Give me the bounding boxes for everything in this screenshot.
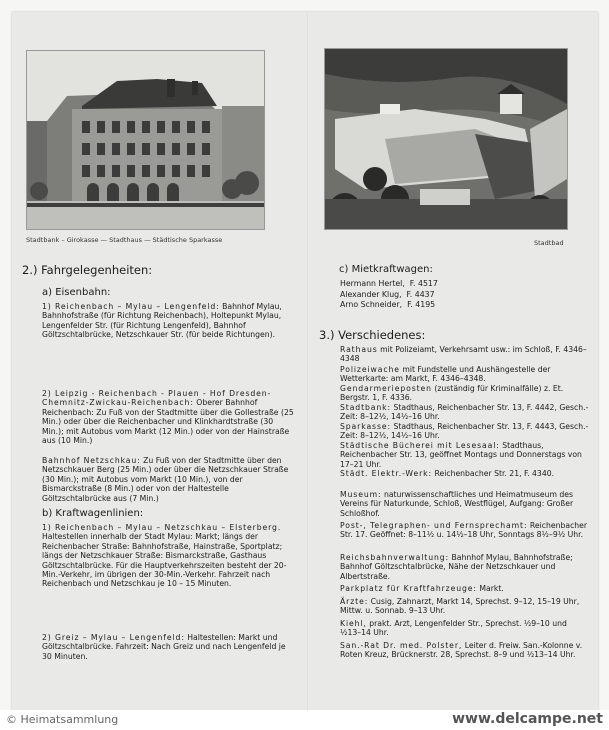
heimatsammlung-watermark: © Heimatsammlung xyxy=(6,713,119,726)
bus-entry-1-body: Haltestellen innerhalb der Stadt Mylau: Markt; längs der Reichenbacher Straße: Bahnhofstraße, Hainstraße, Sportplatz; längs der Netzschkauer Straße: Bismarckstraße, Gasthaus Göltzschtalbrücke. Für die Hauptverkehrszeiten besteht der 20-Min.-Verkehr, im übrigen der 30-Min.-Verkehr. Fahrzeit nach Reichenbach und Netzschkau je 10 – 15 Minuten. xyxy=(42,532,287,589)
railway-entry-1-body: Bahnhof Mylau, Bahnhofstraße (für Richtung Reichenbach), Holtepunkt Mylau, Lengenfelder Str. (für Richtung Lengenfeld), Bahnhof Göltzschtalbrücke, Netzschkauer Str. (für beide Richtungen). xyxy=(42,302,282,340)
misc-section-title: 3.) Verschiedenes: xyxy=(319,328,426,342)
public-bath-caption: Stadtbad xyxy=(534,239,564,247)
misc-entry: San.-Rat Dr. med. Polster, Leiter d. Freiw. San.-Kolonne v. Roten Kreuz, Brücknerstr. 28, Sprechst. 8–9 und ½13–14 Uhr. xyxy=(340,641,583,660)
misc-entry: Städtische Bücherei mit Lesesaal: Stadthaus, Reichenbacher Str. 13, geöffnet Montags und Donnerstags von 17–21 Uhr. xyxy=(340,441,582,469)
railway-entry-2 xyxy=(42,389,294,445)
center-fold xyxy=(307,12,309,710)
town-hall-caption: Stadtbank – Girokasse — Stadthaus — Städtische Sparkasse xyxy=(26,236,223,244)
taxi-list xyxy=(340,279,500,311)
misc-entry: Parkplatz für Kraftfahrzeuge: Markt. xyxy=(340,584,504,593)
town-hall-photo xyxy=(26,50,265,230)
transport-section-title: 2.) Fahrgelegenheiten: xyxy=(22,263,153,277)
railway-entry-3 xyxy=(42,456,294,503)
public-bath-illustration xyxy=(325,49,567,229)
taxi-item: Arno Schneider, F. 4195 xyxy=(340,300,436,310)
bus-entry-2 xyxy=(42,633,294,661)
railway-entry-2-body: Oberer Bahnhof Reichenbach: Zu Fuß von der Stadtmitte über die Gollestraße (25 Min.) oder über die Reichenbacher und Klinkhardtstraße (30 Min.); mit Autobus vom Markt (12 Min.) oder von der Hainstraße aus (10 Min.) xyxy=(42,398,294,446)
bus-entry-1 xyxy=(42,523,294,589)
misc-entry: Kiehl, prakt. Arzt, Lengenfelder Str., Sprechst. ½9–10 und ½13–14 Uhr. xyxy=(340,619,567,638)
railway-subtitle: a) Eisenbahn: xyxy=(42,287,111,298)
bus-lines-subtitle: b) Kraftwagenlinien: xyxy=(42,508,144,519)
railway-entry-2-head: 2) Leipzig - Reichenbach - Plauen - Hof Dresden-Chemnitz-Zwickau-Reichenbach: xyxy=(42,389,272,408)
misc-entry: Städt. Elektr.-Werk: Reichenbacher Str. 21, F. 4340. xyxy=(340,469,555,478)
railway-entry-3-head: Bahnhof Netzschkau: xyxy=(42,456,141,465)
misc-entry: Museum: naturwissenschaftliches und Heimatmuseum des Vereins für Naturkunde, Schloß, Westflügel, Aufgang: Großer Schloßhof. xyxy=(340,490,574,518)
delcampe-watermark: www.delcampe.net xyxy=(452,711,603,727)
misc-entry: Sparkasse: Stadthaus, Reichenbacher Str. 13, F. 4443, Gesch.-Zeit: 8–12½, 14½–16 Uhr. xyxy=(340,422,589,441)
misc-entry: Post-, Telegraphen- und Fernsprechamt: Reichenbacher Str. 17. Geöffnet: 8–11½ u. 14½–18 Uhr, Sonntags 8½–9½ Uhr. xyxy=(340,521,588,540)
taxi-item: Alexander Klug, F. 4437 xyxy=(340,289,435,299)
misc-entry: Gendarmerieposten (zuständig für Kriminalfälle) z. Et. Bergstr. 1, F. 4336. xyxy=(340,384,564,403)
watermark-bar xyxy=(0,710,609,730)
misc-entry: Polizeiwache mit Fundstelle und Aushängestelle der Wetterkarte: am Markt, F. 4346–4348. xyxy=(340,365,551,384)
railway-entry-1-head: 1) Reichenbach – Mylau – Lengenfeld: xyxy=(42,302,220,311)
taxi-subtitle: c) Mietkraftwagen: xyxy=(339,264,433,275)
misc-entry: Ärzte: Cusig, Zahnarzt, Markt 14, Sprechst. 9–12, 15–19 Uhr, Mittw. u. Sonnab. 9–13 Uhr. xyxy=(340,597,580,616)
railway-entry-3-body: Zu Fuß von der Stadtmitte über den Netzschkauer Berg (25 Min.) oder über die Netzschkauer Straße (30 Min.); mit Autobus vom Markt (10 Min.), von der Bismarckstraße (8 Min.) oder von der Haltestelle Göltzschtalbrücke aus (7 Min.) xyxy=(42,456,289,503)
brochure-spread xyxy=(12,12,598,710)
misc-entry: Reichsbahnverwaltung: Bahnhof Mylau, Bahnhofstraße; Bahnhof Göltzschtalbrücke, Nähe der Netzschkauer und Albertstraße. xyxy=(340,553,573,581)
bus-entry-2-head: 2) Greiz – Mylau – Lengenfeld: xyxy=(42,633,185,642)
misc-entry: Rathaus mit Polizeiamt, Verkehrsamt usw.: im Schloß, F. 4346–4348 xyxy=(340,345,587,364)
town-hall-illustration xyxy=(27,51,264,229)
taxi-item: Hermann Hertel, F. 4517 xyxy=(340,279,438,288)
public-bath-photo xyxy=(324,48,568,230)
railway-entry-1 xyxy=(42,302,294,340)
bus-entry-1-head: 1) Reichenbach – Mylau – Netzschkau – Elsterberg. xyxy=(42,523,282,532)
misc-entry: Stadtbank: Stadthaus, Reichenbacher Str. 13, F. 4442, Gesch.-Zeit: 8–12½, 14½–16 Uhr. xyxy=(340,403,589,422)
bus-entry-2-body: Haltestellen: Markt und Göltzschtalbrücke. Fahrzeit: Nach Greiz und nach Lengenfeld je 30 Minuten. xyxy=(42,633,286,661)
